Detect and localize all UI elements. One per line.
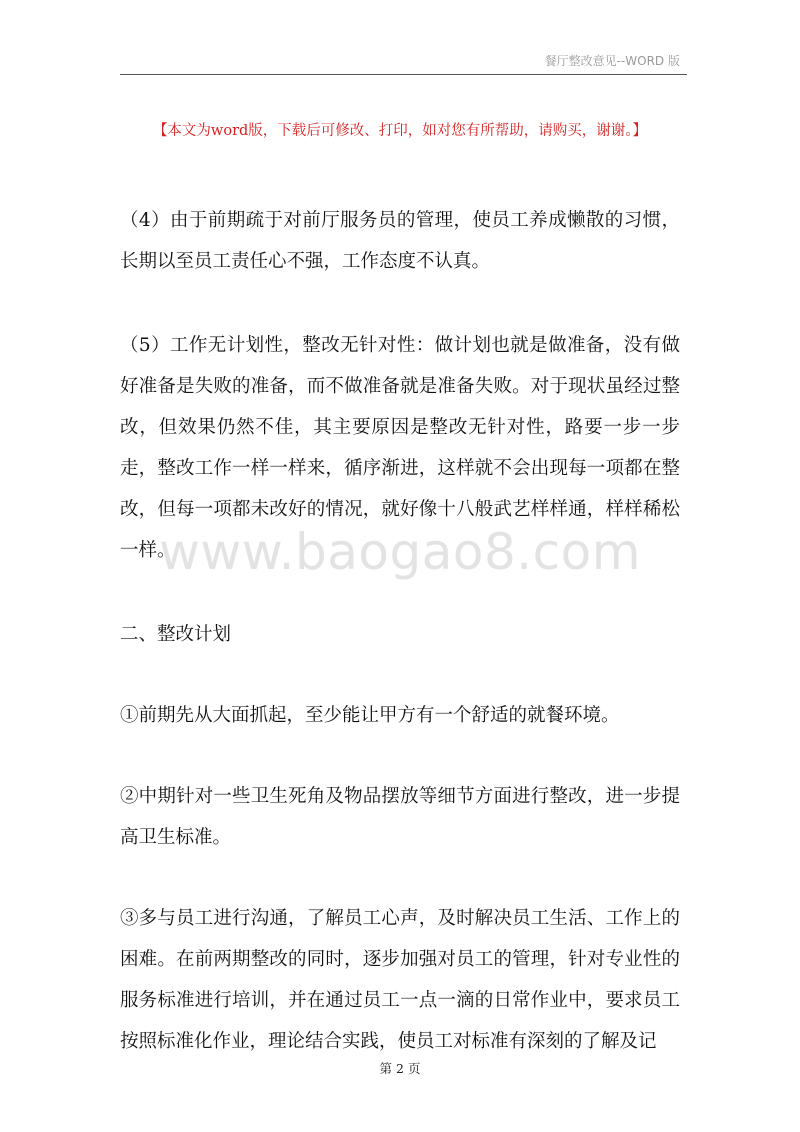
plan-item-3: ③多与员工进行沟通，了解员工心声，及时解决员工生活、工作上的困难。在前两期整改的同时，逐步加强对员工的管理，针对专业性的服务标准进行培训，并在通过员工一点一滴的日常作业中，要求员工按照标准化作业，理论结合实践，使员工对标准有深刻的了解及记 [120, 908, 680, 1052]
site-watermark: www.baogao8.com [159, 523, 641, 581]
page-number: 第 2 页 [379, 1061, 421, 1076]
page-header-title: 餐厅整改意见--WORD 版 [544, 54, 680, 68]
paragraph-item-4: （4）由于前期疏于对前厅服务员的管理，使员工养成懒散的习惯，长期以至员工责任心不强，工作态度不认真。 [120, 210, 680, 272]
plan-item-2: ②中期针对一些卫生死角及物品摆放等细节方面进行整改，进一步提高卫生标准。 [120, 786, 680, 848]
section-title-plan: 二、整改计划 [120, 624, 232, 645]
paragraph-item-5: （5）工作无计划性，整改无针对性：做计划也就是做准备，没有做好准备是失败的准备，而不做准备就是准备失败。对于现状虽经过整改，但效果仍然不佳，其主要原因是整改无针对性，路要一步一步走，整改工作一样一样来，循序渐进，这样就不会出现每一项都在整改，但每一项都未改好的情况，就好像十八般武艺样样通，样样稀松一样。 [120, 335, 680, 561]
purchase-notice: 【本文为word版，下载后可修改、打印，如对您有所帮助，请购买，谢谢。】 [152, 123, 648, 139]
header-divider [120, 74, 687, 75]
document-body [120, 200, 680, 1062]
plan-item-1: ①前期先从大面抓起，至少能让甲方有一个舒适的就餐环境。 [120, 705, 620, 726]
